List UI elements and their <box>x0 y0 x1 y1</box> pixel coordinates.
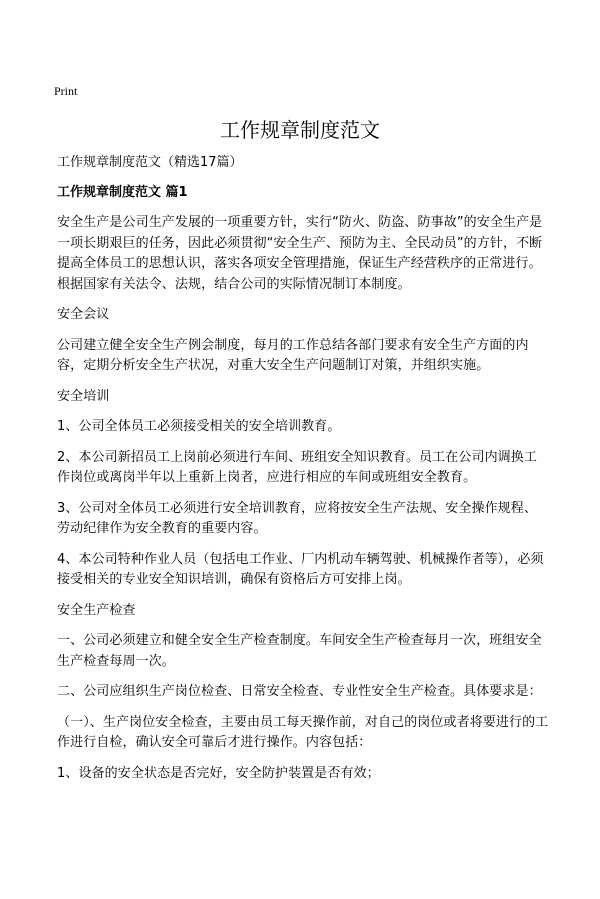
section-heading: 工作规章制度范文 篇1 <box>57 185 188 200</box>
safety-meeting-paragraph: 公司建立健全安全生产例会制度，每月的工作总结各部门要求有安全生产方面的内容，定期分析安全生产状况，对重大安全生产问题制订对策，并组织实施。 <box>57 337 529 373</box>
page-title: 工作规章制度范文 <box>220 118 380 142</box>
training-item-2: 2、本公司新招员工上岗前必须进行车间、班组安全知识教育。员工在公司内调换工作岗位或离岗半年以上重新上岗者，应进行相应的车间或班组安全教育。 <box>57 449 537 485</box>
training-item-3: 3、公司对全体员工必须进行安全培训教育，应将按安全生产法规、安全操作规程、劳动纪律作为安全教育的重要内容。 <box>57 500 537 536</box>
inspection-detail-1: 1、设备的安全状态是否完好，安全防护装置是否有效； <box>57 765 380 781</box>
print-link[interactable]: Print <box>54 84 78 98</box>
heading-safety-inspection: 安全生产检查 <box>57 602 136 618</box>
inspection-subitem-1: （一）、生产岗位安全检查，主要由员工每天操作前，对自己的岗位或者将要进行的工作进行自检，确认安全可靠后才进行操作。内容包括： <box>57 714 549 750</box>
heading-safety-meeting: 安全会议 <box>57 307 110 322</box>
inspection-item-2: 二、公司应组织生产岗位检查、日常安全检查、专业性安全生产检查。具体要求是： <box>57 684 542 699</box>
article-body <box>57 213 549 794</box>
training-item-4: 4、本公司特种作业人员（包括电工作业、厂内机动车辆驾驶、机械操作者等），必须接受相关的专业安全知识培训，确保有资格后方可安排上岗。 <box>57 551 544 587</box>
inspection-item-1: 一、公司必须建立和健全安全生产检查制度。车间安全生产检查每月一次，班组安全生产检查每周一次。 <box>57 633 542 669</box>
training-item-1: 1、公司全体员工必须接受相关的安全培训教育。 <box>57 419 341 434</box>
document-subtitle: 工作规章制度范文（精选17篇） <box>57 155 243 170</box>
intro-paragraph: 安全生产是公司生产发展的一项重要方针，实行“防火、防盗、防事故”的安全生产是一项长期艰巨的任务，因此必须贯彻“安全生产、预防为主、全民动员”的方针，不断提高全体员工的思想认识，落实各项安全管理措施，保证生产经营秩序的正常进行。根据国家有关法令、法规，结合公司的实际情况制订本制度。 <box>57 215 543 292</box>
heading-safety-training: 安全培训 <box>57 388 110 404</box>
